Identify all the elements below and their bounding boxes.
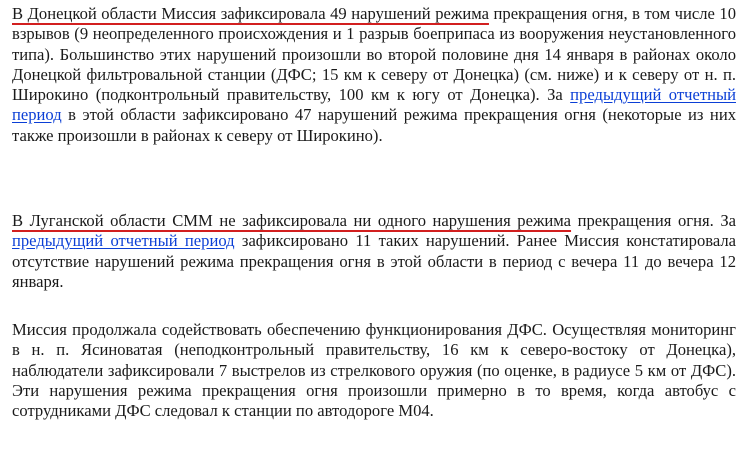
paragraph-text: зафиксировано 11 таких нарушений. Ранее Миссия констатировала отсутствие нарушений режима прекращения огня в этой области в период с вечера 11 до вечера 12 января. — [12, 231, 737, 291]
paragraph-donetsk — [12, 4, 736, 146]
paragraph-dfs — [12, 320, 736, 421]
paragraph-text: прекращения огня, в том числе 10 взрывов (9 неопределенного происхождения и 1 разрыв боеприпаса из вооружения неустановленного типа). Большинство этих нарушений произошли во второй половине дня 14 января в районах около Донецкой фильтровальной станции (ДФС; 15 км к северу от Донецка) (см. ниже) и к северу от н. п. Широкино (подконтрольный правительству, 100 км к югу от Донецка). За — [12, 4, 736, 105]
highlighted-phrase: В Луганской области СММ не зафиксировала ни одного нарушения режима — [12, 211, 572, 230]
previous-period-link[interactable]: предыдущий отчетный период — [12, 85, 736, 125]
paragraph-text: прекращения огня. За — [571, 211, 736, 230]
paragraph-luhansk — [12, 211, 736, 292]
paragraph-text: в этой области зафиксировано 47 нарушений режима прекращения огня (некоторые из них также произошли в районах к северу от Широкино). — [12, 105, 736, 145]
previous-period-link[interactable]: предыдущий отчетный период — [12, 231, 235, 251]
highlighted-phrase: В Донецкой области Миссия зафиксировала 49 нарушений режима — [12, 4, 489, 23]
paragraph-text: Миссия продолжала содействовать обеспечению функционирования ДФС. Осуществляя мониторинг в н. п. Ясиноватая (неподконтрольный правительству, 16 км к северо-востоку от Донецка), наблюдатели зафиксировали 7 выстрелов из стрелкового оружия (по оценке, в радиусе 5 км от ДФС). Эти нарушения режима прекращения огня произошли примерно в то время, когда автобус с сотрудниками ДФС следовал к станции по автодороге М04. — [12, 320, 736, 421]
